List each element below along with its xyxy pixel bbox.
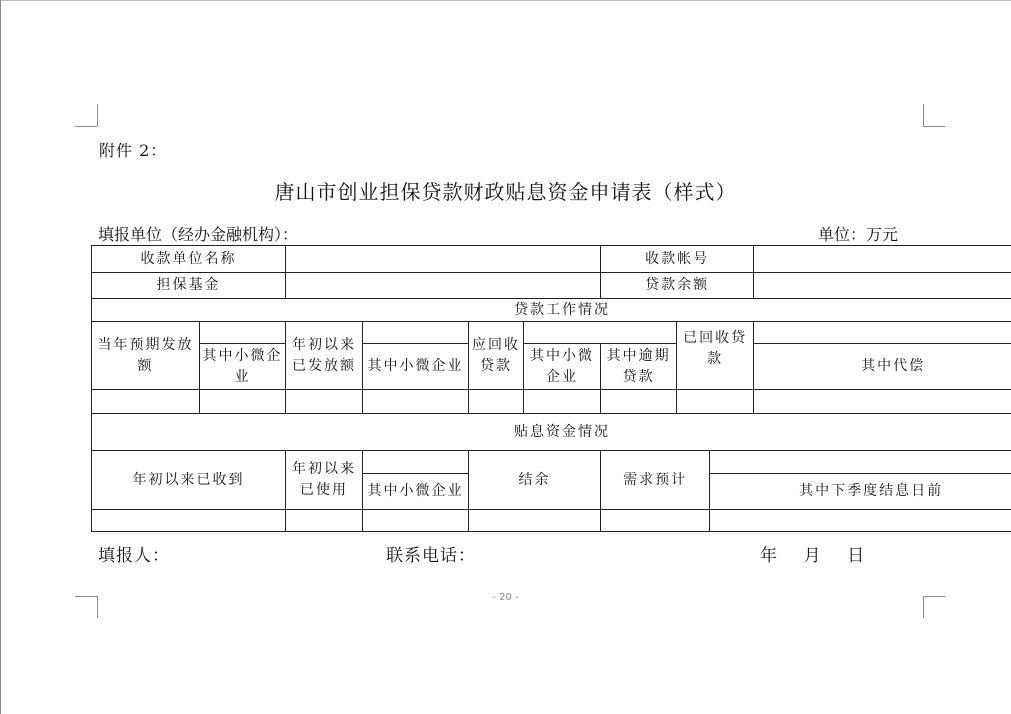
recovered-loan-header: 已回收贷款 bbox=[677, 322, 754, 390]
received-since-year-field[interactable] bbox=[92, 510, 286, 532]
recovered-loan-field[interactable] bbox=[677, 390, 754, 414]
payee-name-label: 收款单位名称 bbox=[92, 246, 286, 273]
table-row bbox=[92, 299, 1011, 322]
page-number: - 20 - bbox=[492, 592, 519, 603]
receivable-loan-header: 应回收贷款 bbox=[469, 322, 524, 390]
overdue-loan-field[interactable] bbox=[601, 390, 677, 414]
micro-enterprise-header-4: 其中小微企业 bbox=[363, 474, 469, 510]
subsidy-fund-section-header: 贴息资金情况 bbox=[92, 414, 1011, 451]
annex-label: 附件 2： bbox=[99, 141, 168, 160]
loan-balance-field[interactable] bbox=[754, 273, 1011, 299]
demand-forecast-header: 需求预计 bbox=[601, 451, 710, 510]
received-since-year-header: 年初以来已收到 bbox=[92, 451, 286, 510]
phone-label: 联系电话： bbox=[386, 546, 476, 566]
micro-enterprise-header-2: 其中小微企业 bbox=[363, 344, 469, 390]
payee-account-field[interactable] bbox=[754, 246, 1011, 273]
table-row bbox=[92, 451, 1011, 474]
table-row bbox=[92, 246, 1011, 273]
application-form-table bbox=[91, 245, 1011, 532]
filler-unit-label: 填报单位（经办金融机构）： bbox=[98, 225, 299, 244]
guarantee-fund-field[interactable] bbox=[286, 273, 601, 299]
next-quarter-header: 其中下季度结息日前 bbox=[710, 474, 1011, 510]
issued-since-year-field[interactable] bbox=[286, 390, 363, 414]
used-since-year-header: 年初以来已使用 bbox=[286, 451, 363, 510]
overdue-loan-header: 其中逾期贷款 bbox=[601, 344, 677, 390]
used-since-year-field[interactable] bbox=[286, 510, 363, 532]
table-row bbox=[92, 344, 1011, 390]
receivable-loan-field[interactable] bbox=[469, 390, 524, 414]
loan-work-section-header: 贷款工作情况 bbox=[92, 299, 1011, 322]
guarantee-fund-label: 担保基金 bbox=[92, 273, 286, 299]
micro-enterprise-header-1: 其中小微企业 bbox=[200, 344, 286, 390]
table-row bbox=[92, 390, 1011, 414]
expected-issue-field[interactable] bbox=[92, 390, 200, 414]
filler-label: 填报人： bbox=[98, 546, 170, 566]
micro-enterprise-field-2[interactable] bbox=[363, 390, 469, 414]
micro-enterprise-field-4[interactable] bbox=[363, 510, 469, 532]
next-quarter-field[interactable] bbox=[710, 510, 1011, 532]
demand-forecast-field[interactable] bbox=[601, 510, 710, 532]
micro-enterprise-header-3: 其中小微企业 bbox=[524, 344, 601, 390]
table-row bbox=[92, 414, 1011, 451]
table-row bbox=[92, 273, 1011, 299]
issued-since-year-header: 年初以来已发放额 bbox=[286, 322, 363, 390]
payee-account-label: 收款帐号 bbox=[601, 246, 754, 273]
compensated-header: 其中代偿 bbox=[754, 344, 1011, 390]
compensated-field[interactable] bbox=[754, 390, 1011, 414]
balance-field[interactable] bbox=[469, 510, 601, 532]
date-label: 年 月 日 bbox=[760, 546, 866, 566]
payee-name-field[interactable] bbox=[286, 246, 601, 273]
balance-header: 结余 bbox=[469, 451, 601, 510]
loan-balance-label: 贷款余额 bbox=[601, 273, 754, 299]
unit-label: 单位：万元 bbox=[818, 225, 899, 244]
expected-issue-header: 当年预期发放额 bbox=[92, 322, 200, 390]
micro-enterprise-field-1[interactable] bbox=[200, 390, 286, 414]
page-frame-top bbox=[0, 0, 1011, 1]
table-row bbox=[92, 322, 1011, 344]
micro-enterprise-field-3[interactable] bbox=[524, 390, 601, 414]
page-frame-left bbox=[0, 0, 1, 714]
form-title: 唐山市创业担保贷款财政贴息资金申请表（样式） bbox=[274, 180, 737, 204]
table-row bbox=[92, 510, 1011, 532]
